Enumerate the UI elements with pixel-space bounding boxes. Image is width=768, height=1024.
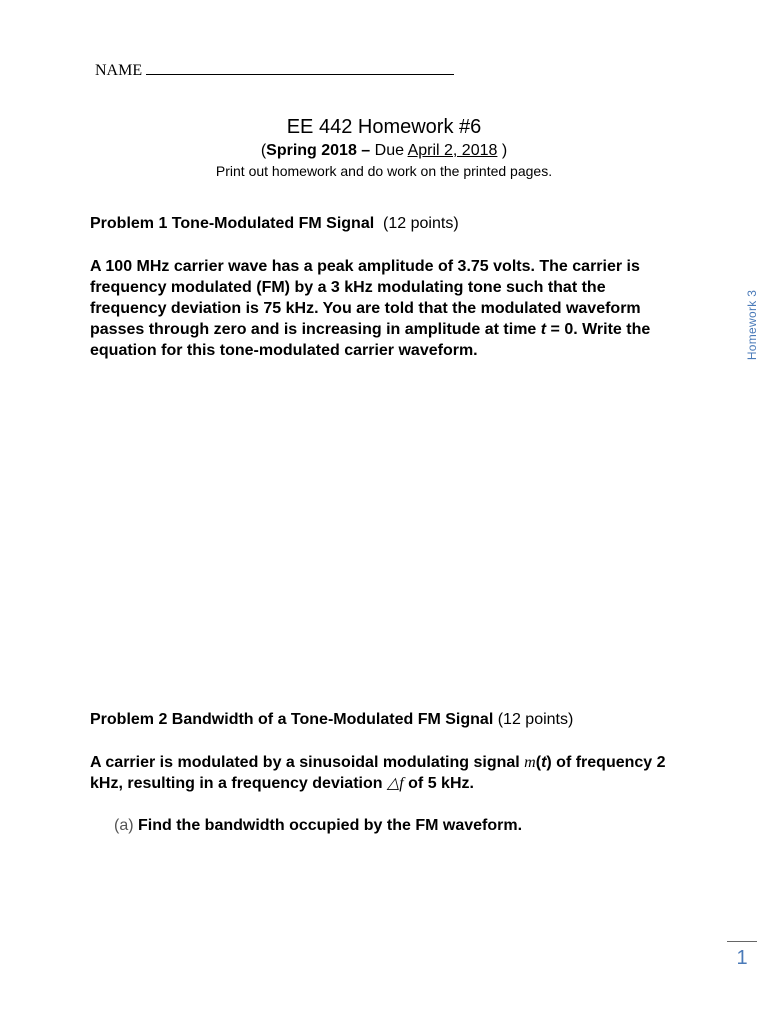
page-number-rule (727, 941, 757, 942)
name-field (95, 60, 454, 80)
subtitle-dash: – (356, 142, 375, 159)
delta-f-symbol: △f (386, 775, 404, 792)
problem-1-heading (90, 215, 459, 233)
subtitle-due-date: April 2, 2018 (407, 142, 498, 159)
problem-2-text-c: of 5 kHz. (403, 775, 474, 792)
name-label: NAME (95, 62, 143, 79)
page-subtitle (0, 142, 768, 160)
problem-2-text (90, 752, 690, 794)
problem-2-text-a: A carrier is modulated by a sinusoidal modulating signal (90, 754, 525, 771)
problem-1-text-b: = 0. Write the equation for this tone-modulated carrier waveform. (90, 321, 651, 359)
subtitle-term: Spring 2018 (266, 142, 357, 159)
page-number: 1 (736, 947, 748, 969)
page-title: EE 442 Homework #6 (286, 116, 482, 138)
part-a-text: Find the bandwidth occupied by the FM waveform. (138, 817, 523, 834)
signal-close-paren: ) (546, 754, 552, 771)
problem-2-part-a (114, 817, 522, 835)
signal-m: m (524, 754, 536, 771)
subtitle-open-paren: ( (260, 142, 267, 159)
problem-2-heading (90, 711, 573, 729)
problem-1-var-t: t (540, 321, 547, 338)
subtitle-close-paren: ) (497, 142, 508, 159)
problem-1-title: Problem 1 Tone-Modulated FM Signal (90, 215, 375, 232)
signal-t: t (541, 754, 547, 771)
problem-2-text-b: of frequency 2 kHz, resulting in a frequency deviation (90, 754, 666, 792)
problem-1-points: (12 points) (383, 215, 459, 232)
instructions: Print out homework and do work on the printed pages. (215, 163, 553, 179)
problem-2-title: Problem 2 Bandwidth of a Tone-Modulated FM Signal (90, 711, 494, 728)
problem-2-points: (12 points) (497, 711, 574, 728)
signal-open-paren: ( (535, 754, 542, 771)
part-a-label: (a) (114, 817, 134, 834)
problem-1-text-a: A 100 MHz carrier wave has a peak amplitude of 3.75 volts. The carrier is frequency modulated (FM) by a 3 kHz modulating tone such that the frequency deviation is 75 kHz. You are told that the modulated waveform passes through zero and is increasing in amplitude at time (90, 258, 641, 338)
side-label: Homework 3 (745, 289, 759, 361)
problem-1-text (90, 256, 680, 361)
subtitle-due-word: Due (374, 142, 408, 159)
name-blank-line (146, 60, 454, 75)
